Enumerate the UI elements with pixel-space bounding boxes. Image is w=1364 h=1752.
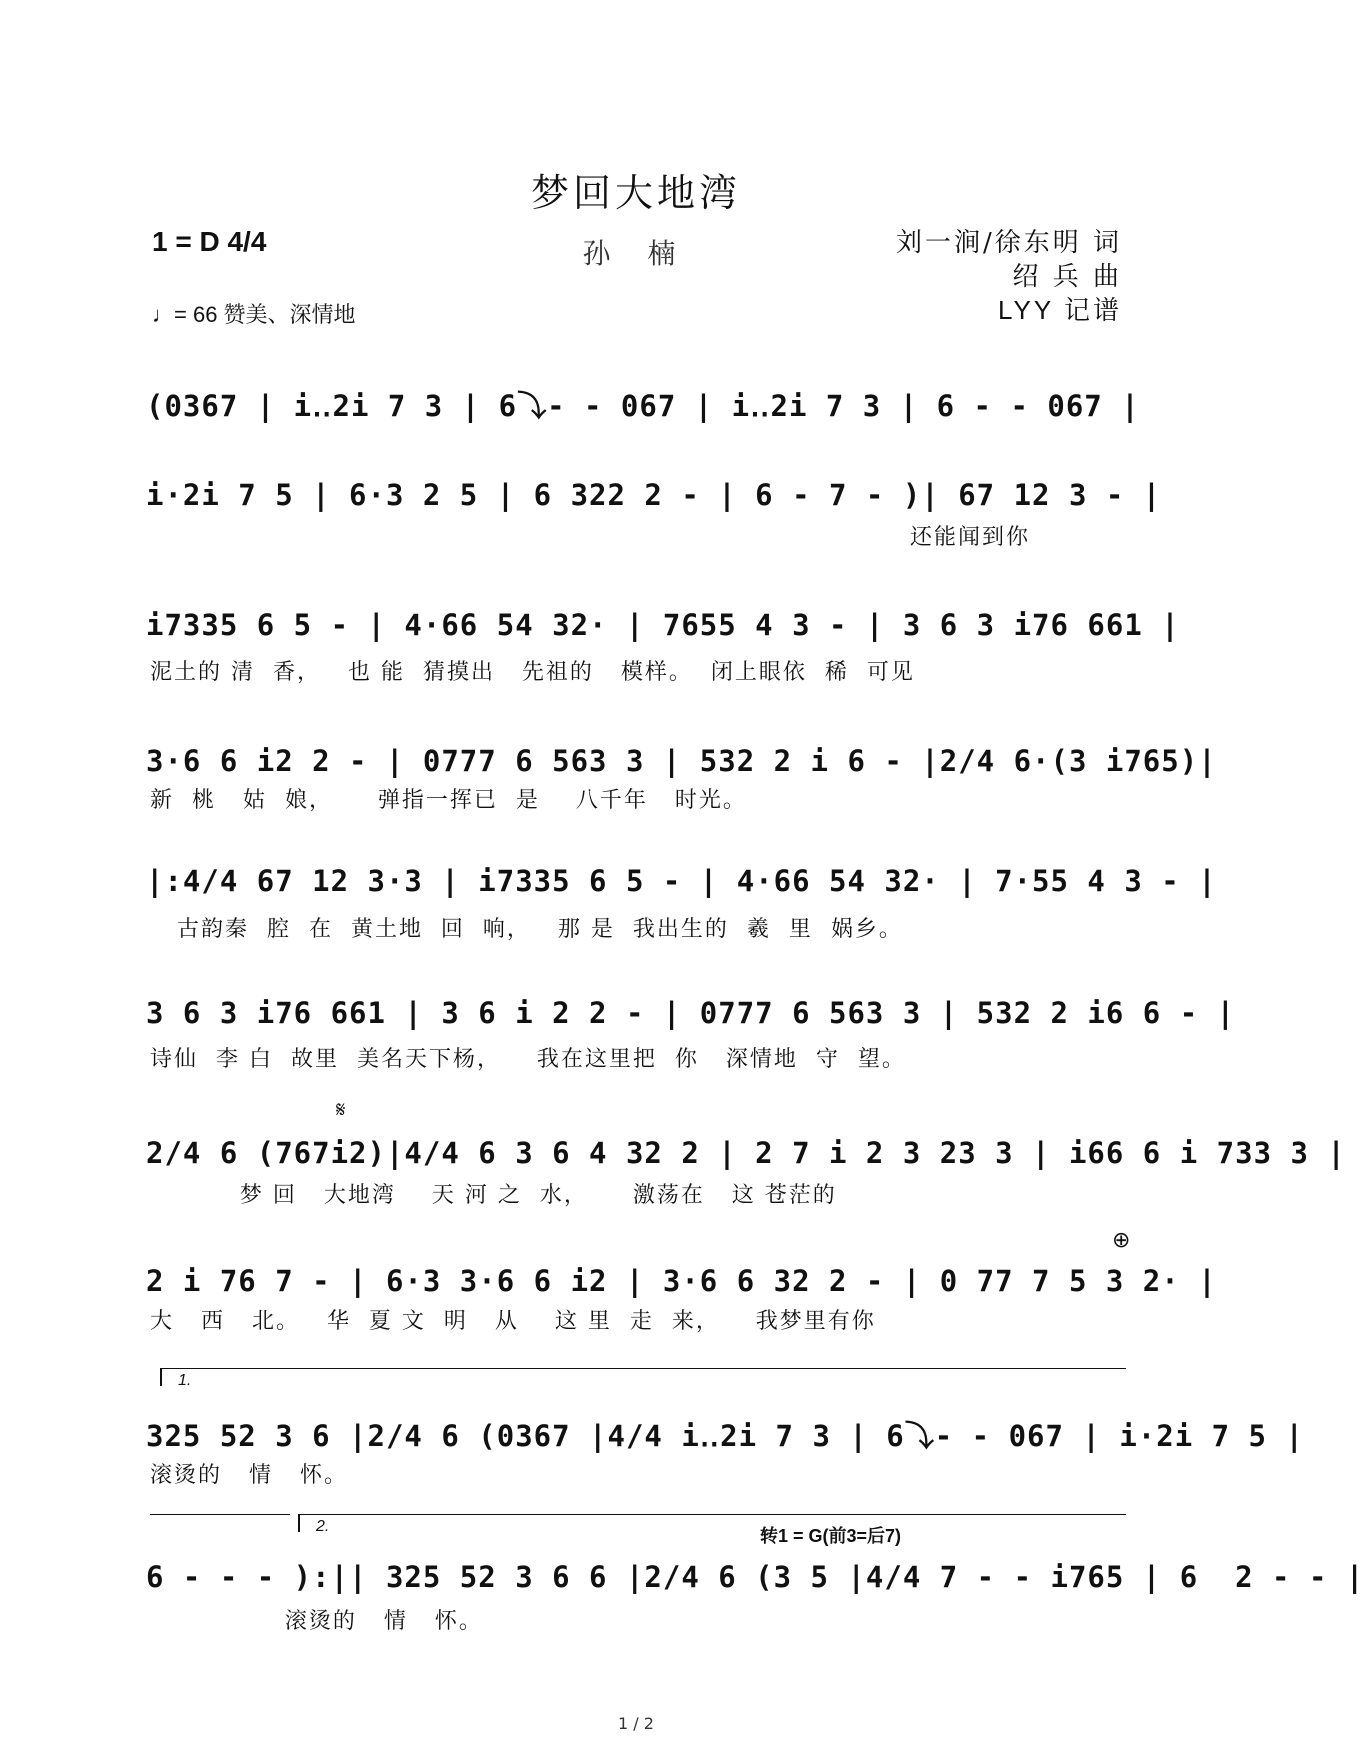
lyric-line-8: 大 西 北。 华 夏 文 明 从 这 里 走 来， 我梦里有你: [150, 1309, 876, 1334]
volta-1-bracket: [160, 1368, 1126, 1369]
volta-2-hook: [298, 1514, 300, 1532]
volta-1-hook: [160, 1368, 162, 1386]
page-title: 梦回大地湾: [530, 171, 741, 215]
lyric-line-9: 滚烫的 情 怀。: [150, 1463, 348, 1488]
notation-line-5: |:4/4 67 12 3·3 | i7335 6 5 - | 4·66 54 32· | 7·55 4 3 - |: [146, 864, 1217, 898]
composer-credit: 绍 兵 曲: [1012, 262, 1122, 292]
lyric-line-2: 还能闻到你: [910, 525, 1031, 550]
staff-rule-left: [150, 1514, 290, 1515]
lyricist-credit: 刘一涧/徐东明 词: [895, 228, 1122, 258]
key-signature: 1 = D 4/4: [152, 226, 267, 257]
lyric-line-7: 梦 回 大地湾 天 河 之 水， 激荡在 这 苍茫的: [150, 1183, 837, 1208]
notation-line-10: 6 - - - ):|| 325 52 3 6 6 |2/4 6 (3 5 |4/4 7 - - i765 | 6 2 - - |: [146, 1560, 1364, 1594]
segno-sign: 𝄋: [336, 1098, 346, 1123]
volta-2-label: 2.: [316, 1518, 330, 1535]
notation-line-6: 3 6 3 i76 661 | 3 6 i 2 2 - | 0777 6 563 3 | 532 2 i6 6 - |: [146, 996, 1236, 1030]
notation-line-8: 2 i 76 7 - | 6·3 3·6 6 i2 | 3·6 6 32 2 - | 0 77 7 5 3 2· |: [146, 1264, 1217, 1298]
notation-line-9: 325 52 3 6 |2/4 6 (0367 |4/4 i‥2i 7 3 | 6⤵- - 067 | i·2i 7 5 |: [146, 1419, 1304, 1453]
coda-sign: ⊕: [1112, 1228, 1131, 1253]
lyric-line-4: 新 桃 姑 娘， 弹指一挥已 是 八千年 时光。: [150, 788, 747, 813]
notation-line-2: i·2i 7 5 | 6·3 2 5 | 6 322 2 - | 6 - 7 - )| 67 12 3 - |: [146, 478, 1162, 512]
volta-1-label: 1.: [178, 1372, 192, 1389]
modulation-marking: 转1 = G(前3=后7): [760, 1526, 902, 1546]
lyric-line-3: 泥土的 清 香， 也 能 猜摸出 先祖的 模样。 闭上眼依 稀 可见: [150, 660, 915, 685]
notation-line-4: 3·6 6 i2 2 - | 0777 6 563 3 | 532 2 i 6 - |2/4 6·(3 i765)|: [146, 744, 1217, 778]
transcriber-credit: LYY 记谱: [998, 295, 1122, 325]
lyric-line-6: 诗仙 李 白 故里 美名天下杨， 我在这里把 你 深情地 守 望。: [150, 1047, 906, 1072]
tempo-marking: ♩= 66 赞美、深情地: [152, 302, 356, 327]
lyric-line-10: 滚烫的 情 怀。: [150, 1609, 483, 1634]
page-number: 1 / 2: [618, 1714, 654, 1733]
lyric-line-5: 古韵秦 腔 在 黄土地 回 响， 那 是 我出生的 羲 里 娲乡。: [150, 917, 903, 942]
volta-2-bracket: [298, 1514, 1126, 1515]
notation-line-1: (0367 | i‥2i 7 3 | 6⤵- - 067 | i‥2i 7 3 | 6 - - 067 |: [146, 389, 1140, 423]
notation-line-3: i7335 6 5 - | 4·66 54 32· | 7655 4 3 - | 3 6 3 i76 661 |: [146, 608, 1180, 642]
notation-line-7: 2/4 6 (767i2)|4/4 6 3 6 4 32 2 | 2 7 i 2 3 23 3 | i66 6 i 733 3 |: [146, 1136, 1346, 1170]
singer-name: 孙 楠: [582, 237, 690, 270]
